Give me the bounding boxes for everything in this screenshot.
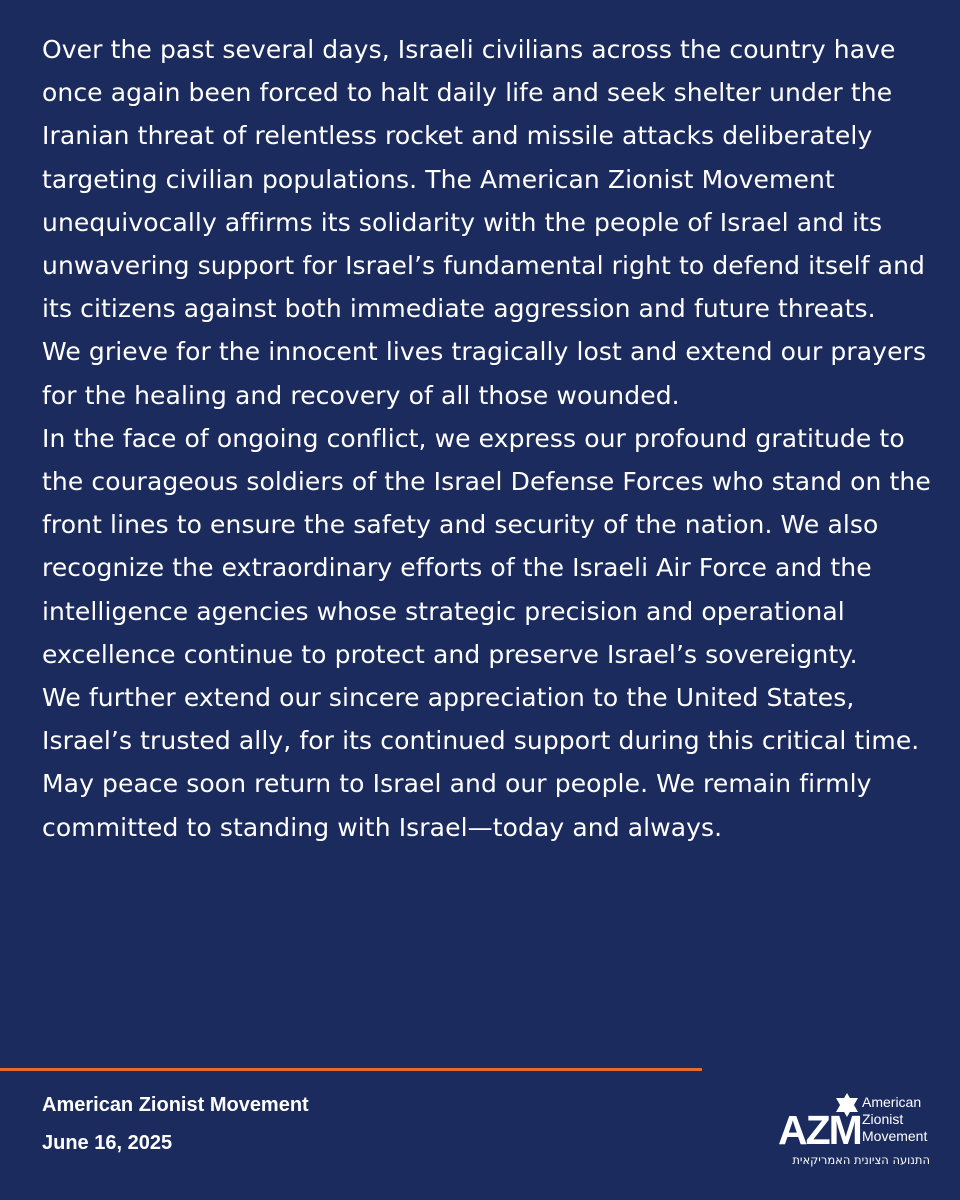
logo-hebrew-name: התנועה הציונית האמריקאית xyxy=(792,1153,930,1167)
logo-word-zionist: Zionist xyxy=(862,1111,904,1127)
statement-body xyxy=(42,28,932,849)
logo-wordmark xyxy=(862,1094,927,1145)
statement-paragraph: Over the past several days, Israeli civilians across the country have once again been forced to halt daily life and seek shelter under the Iranian threat of relentless rocket and missile attacks deliberately targeting civilian populations. The American Zionist Movement unequivocally affirms its solidarity with the people of Israel and its unwavering support for Israel’s fundamental right to defend itself and its citizens against both immediate aggression and future threats. xyxy=(42,35,925,324)
statement-paragraph: We further extend our sincere appreciation to the United States, Israel’s trusted ally, for its continued support during this critical time. xyxy=(42,683,920,756)
signature-organization: American Zionist Movement xyxy=(42,1094,309,1116)
statement-paragraph: May peace soon return to Israel and our people. We remain firmly committed to standing with Israel—today and always. xyxy=(42,769,872,842)
statement-paragraph: We grieve for the innocent lives tragically lost and extend our prayers for the healing and recovery of all those wounded. xyxy=(42,337,927,410)
logo-acronym: AZM xyxy=(778,1107,861,1153)
azm-logo xyxy=(778,1092,938,1174)
logo-word-movement: Movement xyxy=(862,1128,928,1144)
logo-word-american: American xyxy=(862,1094,922,1110)
signature-date: June 16, 2025 xyxy=(42,1132,173,1154)
orange-divider xyxy=(0,1068,702,1071)
statement-paragraph: In the face of ongoing conflict, we express our profound gratitude to the courageous soldiers of the Israel Defense Forces who stand on the front lines to ensure the safety and security of the nation. We also recognize the extraordinary efforts of the Israeli Air Force and the intelligence agencies whose strategic precision and operational excellence continue to protect and preserve Israel’s sovereignty. xyxy=(42,423,931,669)
